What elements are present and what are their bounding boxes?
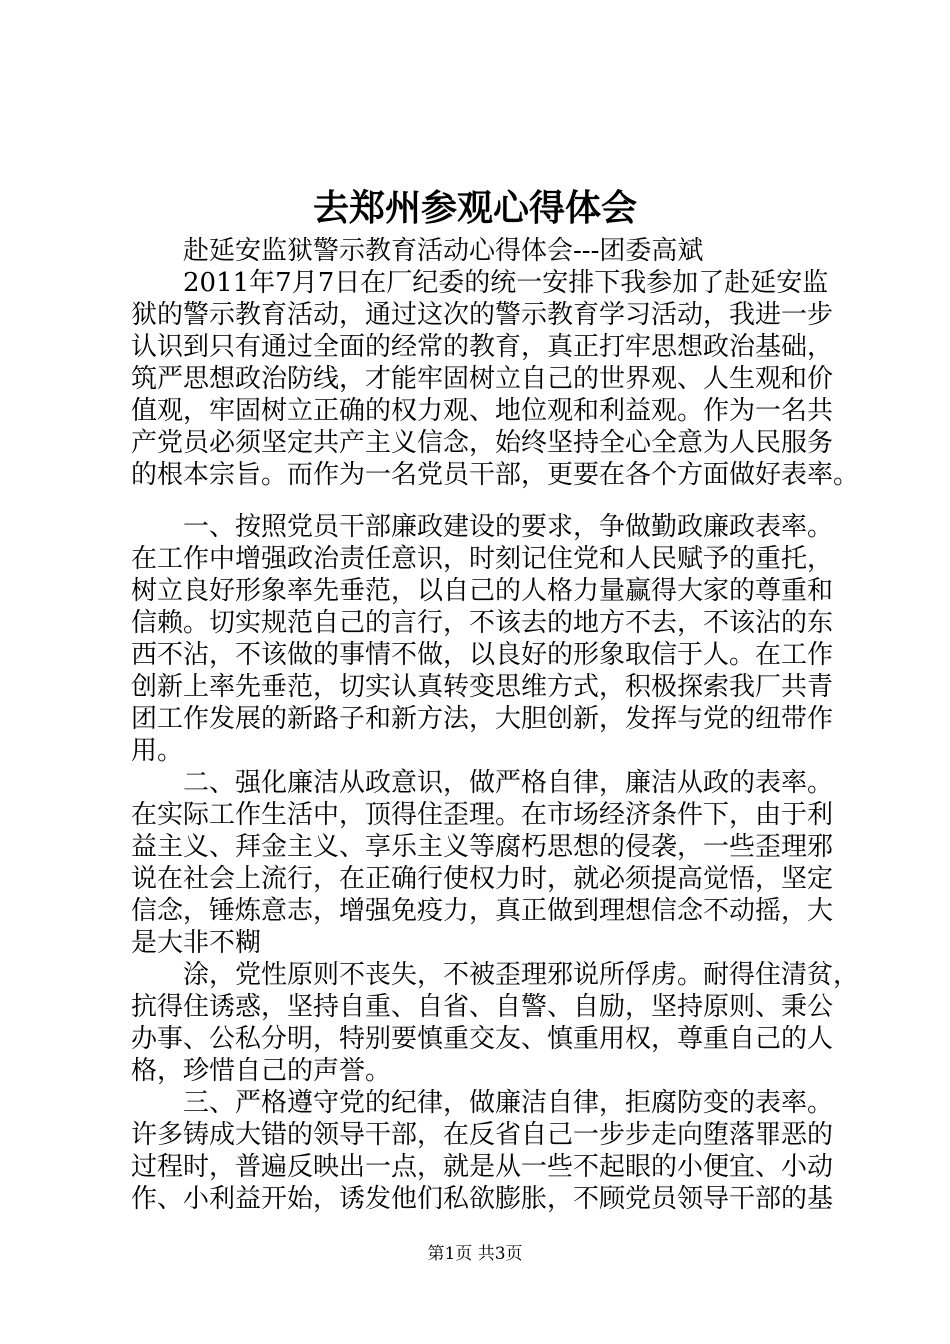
text-line: 过程时，普遍反映出一点，就是从一些不起眼的小便宜、小动: [131, 1152, 834, 1182]
text-line: 益主义、拜金主义、享乐主义等腐朽思想的侵袭，一些歪理邪: [131, 832, 834, 862]
text-line: 作、小利益开始，诱发他们私欲膨胀，不顾党员领导干部的基: [131, 1184, 834, 1214]
text-line: 在工作中增强政治责任意识，时刻记住党和人民赋予的重托，: [131, 544, 834, 574]
text-line: 团工作发展的新路子和新方法，大胆创新，发挥与党的纽带作: [131, 704, 834, 734]
section-heading: 三、严格遵守党的纪律，做廉洁自律，拒腐防变的表率。: [183, 1088, 834, 1118]
text-line: 认识到只有通过全面的经常的教育，真正打牢思想政治基础，: [131, 332, 834, 362]
text-line: 涂，党性原则不丧失，不被歪理邪说所俘虏。耐得住清贫，: [183, 960, 860, 990]
text-line: 产党员必须坚定共产主义信念，始终坚持全心全意为人民服务: [131, 428, 834, 458]
text-line: 的根本宗旨。而作为一名党员干部，更要在各个方面做好表率。: [131, 460, 860, 490]
text-line: 格，珍惜自己的声誉。: [131, 1056, 392, 1086]
text-line: 2011年7月7日在厂纪委的统一安排下我参加了赴延安监: [183, 268, 829, 298]
text-line: 在实际工作生活中，顶得住歪理。在市场经济条件下，由于利: [131, 800, 834, 830]
text-line: 西不沾，不该做的事情不做，以良好的形象取信于人。在工作: [131, 640, 834, 670]
page-number-footer: 第1页 共3页: [427, 1244, 523, 1264]
text-line: 创新上率先垂范，切实认真转变思维方式，积极探索我厂共青: [131, 672, 834, 702]
section-heading: 一、按照党员干部廉政建设的要求，争做勤政廉政表率。: [183, 512, 834, 542]
text-line: 狱的警示教育活动，通过这次的警示教育学习活动，我进一步: [131, 300, 834, 330]
text-line: 用。: [131, 736, 184, 766]
text-line: 说在社会上流行，在正确行使权力时，就必须提高觉悟，坚定: [131, 864, 834, 894]
text-line: 树立良好形象率先垂范，以自己的人格力量赢得大家的尊重和: [131, 576, 834, 606]
text-line: 是大非不糊: [131, 928, 262, 958]
document-title: 去郑州参观心得体会: [312, 187, 637, 229]
text-line: 办事、公私分明，特别要慎重交友、慎重用权，尊重自己的人: [131, 1024, 834, 1054]
text-line: 值观，牢固树立正确的权力观、地位观和利益观。作为一名共: [131, 396, 834, 426]
text-line: 筑严思想政治防线，才能牢固树立自己的世界观、人生观和价: [131, 364, 834, 394]
subtitle-line: 赴延安监狱警示教育活动心得体会---团委高斌: [183, 236, 704, 266]
text-line: 信念，锤炼意志，增强免疫力，真正做到理想信念不动摇，大: [131, 896, 834, 926]
text-line: 许多铸成大错的领导干部，在反省自己一步步走向堕落罪恶的: [131, 1120, 834, 1150]
text-line: 信赖。切实规范自己的言行，不该去的地方不去，不该沾的东: [131, 608, 834, 638]
text-line: 抗得住诱惑，坚持自重、自省、自警、自励，坚持原则、秉公: [131, 992, 834, 1022]
section-heading: 二、强化廉洁从政意识，做严格自律，廉洁从政的表率。: [183, 768, 834, 798]
